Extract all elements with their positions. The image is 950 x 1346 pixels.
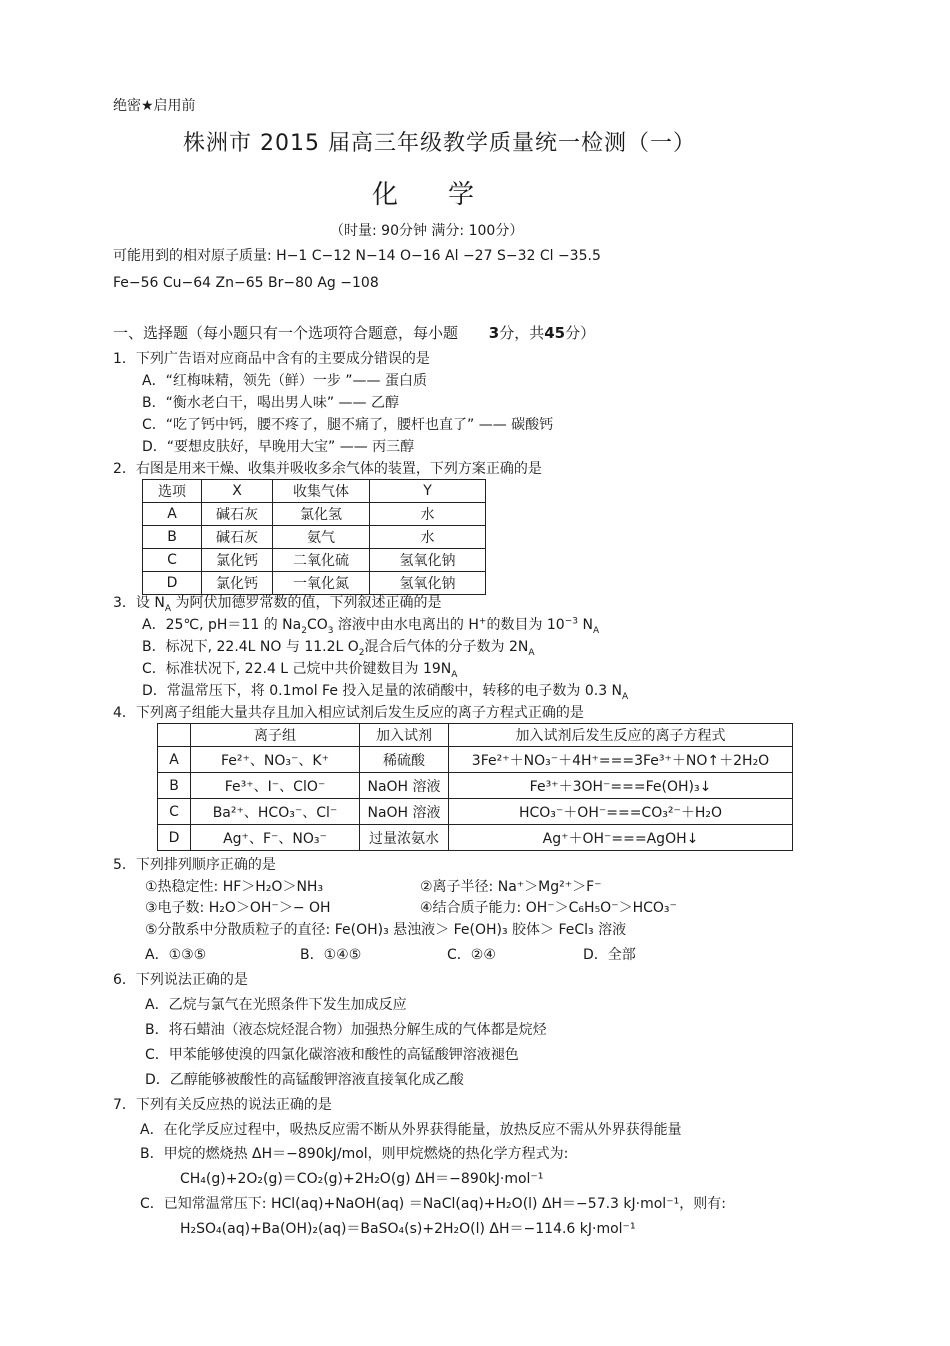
q5-item-4: ④结合质子能力: OH⁻＞C₆H₅O⁻＞HCO₃⁻ — [420, 900, 677, 916]
subject-title: 化学 — [372, 180, 525, 210]
confidential-mark: 绝密★启用前 — [113, 98, 196, 114]
q2-cell: 氯化钙 — [202, 549, 273, 572]
section-heading — [113, 324, 595, 342]
q3-a-sub: 2 — [301, 625, 307, 636]
section-heading-end: 分） — [565, 324, 596, 342]
q2-cell: D — [143, 572, 202, 595]
q4-cell: Fe³⁺＋3OH⁻===Fe(OH)₃↓ — [449, 773, 793, 799]
section-heading-text: 一、选择题（每小题只有一个选项符合题意，每小题 — [113, 324, 459, 342]
q6-option-d: D．乙醇能够被酸性的高锰酸钾溶液直接氧化成乙酸 — [145, 1072, 464, 1088]
q4-cell: NaOH 溶液 — [360, 773, 449, 799]
q2-cell: 水 — [370, 526, 486, 549]
table-row — [143, 549, 486, 572]
q3-a-part: 的数目为 10 — [486, 617, 565, 633]
q2-header-cell: 收集气体 — [273, 480, 370, 503]
q5-item-2: ②离子半径: Na⁺＞Mg²⁺＞F⁻ — [420, 879, 602, 895]
q2-cell: 一氧化氮 — [273, 572, 370, 595]
q1-option-a: A．“红梅味精，领先（鲜）一步 ”—— 蛋白质 — [142, 373, 427, 389]
table-row — [143, 572, 486, 595]
q3-option-b — [142, 638, 535, 656]
q2-header-cell: Y — [370, 480, 486, 503]
q3-a-sup: + — [478, 616, 487, 627]
q4-header-cell: 离子组 — [191, 724, 360, 747]
q7-option-b-equation: CH₄(g)+2O₂(g)＝CO₂(g)+2H₂O(g) ΔH＝−890kJ·mol⁻¹ — [180, 1171, 544, 1187]
section-total: 45 — [544, 324, 566, 342]
q4-cell: C — [158, 799, 191, 825]
atomic-mass-line-1: 可能用到的相对原子质量: H−1 C−12 N−14 O−16 Al −27 S−32 Cl −35.5 — [113, 248, 601, 264]
q6-option-b: B．将石蜡油（液态烷烃混合物）加强热分解生成的气体都是烷烃 — [145, 1022, 547, 1038]
exam-title: 株洲市 2015 届高三年级教学质量统一检测（一） — [183, 131, 696, 156]
q2-cell: 碱石灰 — [202, 503, 273, 526]
q2-header-cell: 选项 — [143, 480, 202, 503]
q6-option-a: A．乙烷与氯气在光照条件下发生加成反应 — [145, 997, 407, 1013]
q3-b-sub: 2 — [358, 647, 365, 658]
q5-stem: 5．下列排列顺序正确的是 — [113, 857, 276, 873]
q2-table — [142, 479, 486, 595]
q5-item-1: ①热稳定性: HF＞H₂O＞NH₃ — [145, 879, 324, 895]
q4-cell: Fe²⁺、NO₃⁻、K⁺ — [191, 747, 360, 773]
q2-cell: 氢氧化钠 — [370, 572, 486, 595]
q4-header-cell: 加入试剂 — [360, 724, 449, 747]
table-row — [143, 526, 486, 549]
q3-c-sub: A — [451, 669, 458, 680]
q3-stem — [113, 594, 441, 612]
q3-a-sup: −3 — [564, 616, 578, 627]
q5-option-c: C．②④ — [447, 947, 496, 963]
q7-option-c-equation: H₂SO₄(aq)+Ba(OH)₂(aq)＝BaSO₄(s)+2H₂O(l) ΔH＝−114.6 kJ·mol⁻¹ — [180, 1221, 636, 1237]
q4-stem: 4．下列离子组能大量共存且加入相应试剂后发生反应的离子方程式正确的是 — [113, 705, 584, 721]
q7-stem: 7．下列有关反应热的说法正确的是 — [113, 1097, 332, 1113]
q3-b-part: 混合后气体的分子数为 2N — [364, 639, 529, 655]
q6-option-c: C．甲苯能够使溴的四氯化碳溶液和酸性的高锰酸钾溶液褪色 — [145, 1047, 519, 1063]
q5-item-3: ③电子数: H₂O＞OH⁻＞− OH — [145, 900, 331, 916]
q3-a-part: N — [578, 617, 593, 633]
table-row — [158, 747, 793, 773]
q3-c-part: C．标准状况下, 22.4 L 己烷中共价键数目为 19N — [142, 661, 452, 677]
q3-stem-sub: A — [164, 603, 172, 614]
q3-option-c — [142, 660, 457, 678]
q2-stem: 2．右图是用来干燥、收集并吸收多余气体的装置，下列方案正确的是 — [113, 461, 542, 477]
q4-table — [157, 723, 793, 851]
atomic-mass-line-2: Fe−56 Cu−64 Zn−65 Br−80 Ag −108 — [113, 275, 379, 291]
q4-cell: Ba²⁺、HCO₃⁻、Cl⁻ — [191, 799, 360, 825]
q2-cell: 水 — [370, 503, 486, 526]
q7-option-c: C．已知常温常压下: HCl(aq)+NaOH(aq) ＝NaCl(aq)+H₂O(l) ΔH＝−57.3 kJ·mol⁻¹，则有: — [140, 1196, 726, 1212]
q1-option-b: B．“衡水老白干，喝出男人味” —— 乙醇 — [142, 395, 400, 411]
table-row — [143, 503, 486, 526]
q4-header-cell — [158, 724, 191, 747]
q2-cell: 二氧化硫 — [273, 549, 370, 572]
q5-option-d: D．全部 — [583, 947, 636, 963]
q2-cell: C — [143, 549, 202, 572]
q3-d-sub: A — [622, 691, 629, 702]
section-heading-mid: 分，共 — [499, 324, 545, 342]
q3-option-d — [142, 682, 628, 700]
q2-cell: 氯化氢 — [273, 503, 370, 526]
q4-cell: D — [158, 825, 191, 851]
q3-stem-b: 为阿伏加德罗常数的值，下列叙述正确的是 — [171, 595, 442, 611]
q3-d-part: D．常温常压下，将 0.1mol Fe 投入足量的浓硝酸中，转移的电子数为 0.3 N — [142, 683, 623, 699]
q7-option-a: A．在化学反应过程中，吸热反应需不断从外界获得能量，放热反应不需从外界获得能量 — [140, 1122, 682, 1138]
q2-cell: A — [143, 503, 202, 526]
q2-cell: 碱石灰 — [202, 526, 273, 549]
q4-cell: Fe³⁺、I⁻、ClO⁻ — [191, 773, 360, 799]
q2-cell: 氯化钙 — [202, 572, 273, 595]
q3-a-sub: 3 — [327, 625, 334, 636]
q4-cell: NaOH 溶液 — [360, 799, 449, 825]
q3-a-part: A．25℃, pH＝11 的 Na — [142, 617, 302, 633]
q1-option-d: D．“要想皮肤好，早晚用大宝” —— 丙三醇 — [142, 439, 415, 455]
q4-cell: Ag⁺＋OH⁻===AgOH↓ — [449, 825, 793, 851]
q4-cell: HCO₃⁻＋OH⁻===CO₃²⁻＋H₂O — [449, 799, 793, 825]
q5-item-5: ⑤分散系中分散质粒子的直径: Fe(OH)₃ 悬浊液＞ Fe(OH)₃ 胶体＞ FeCl₃ 溶液 — [145, 922, 627, 938]
q6-stem: 6．下列说法正确的是 — [113, 972, 248, 988]
q2-cell: B — [143, 526, 202, 549]
q3-stem-a: 3．设 N — [113, 595, 165, 611]
q2-header-cell: X — [202, 480, 273, 503]
q5-option-a: A．①③⑤ — [145, 947, 207, 963]
q4-cell: 3Fe²⁺＋NO₃⁻＋4H⁺===3Fe³⁺＋NO↑＋2H₂O — [449, 747, 793, 773]
q4-cell: 过量浓氨水 — [360, 825, 449, 851]
q3-a-part: 溶液中由水电离出的 H — [333, 617, 479, 633]
q4-cell: B — [158, 773, 191, 799]
q3-option-a — [142, 616, 599, 634]
q3-b-part: B．标况下, 22.4L NO 与 11.2L O — [142, 639, 359, 655]
q1-stem: 1．下列广告语对应商品中含有的主要成分错误的是 — [113, 351, 430, 367]
q2-table-header — [143, 480, 486, 503]
table-row — [158, 773, 793, 799]
q2-cell: 氨气 — [273, 526, 370, 549]
q4-table-header — [158, 724, 793, 747]
q4-cell: Ag⁺、F⁻、NO₃⁻ — [191, 825, 360, 851]
q4-cell: 稀硫酸 — [360, 747, 449, 773]
q7-option-b: B．甲烷的燃烧热 ΔH＝−890kJ/mol，则甲烷燃烧的热化学方程式为: — [140, 1146, 569, 1162]
q5-option-b: B．①④⑤ — [300, 947, 362, 963]
q2-cell: 氢氧化钠 — [370, 549, 486, 572]
q3-a-part: CO — [306, 617, 328, 633]
q1-option-c: C．“吃了钙中钙，腰不疼了，腿不痛了，腰杆也直了” —— 碳酸钙 — [142, 417, 554, 433]
q4-cell: A — [158, 747, 191, 773]
table-row — [158, 799, 793, 825]
table-row — [158, 825, 793, 851]
q4-header-cell: 加入试剂后发生反应的离子方程式 — [449, 724, 793, 747]
section-points: 3 — [488, 324, 500, 342]
time-info: （时量: 90分钟 满分: 100分） — [330, 223, 524, 239]
q3-b-sub: A — [528, 647, 535, 658]
q3-a-sub: A — [592, 625, 600, 636]
